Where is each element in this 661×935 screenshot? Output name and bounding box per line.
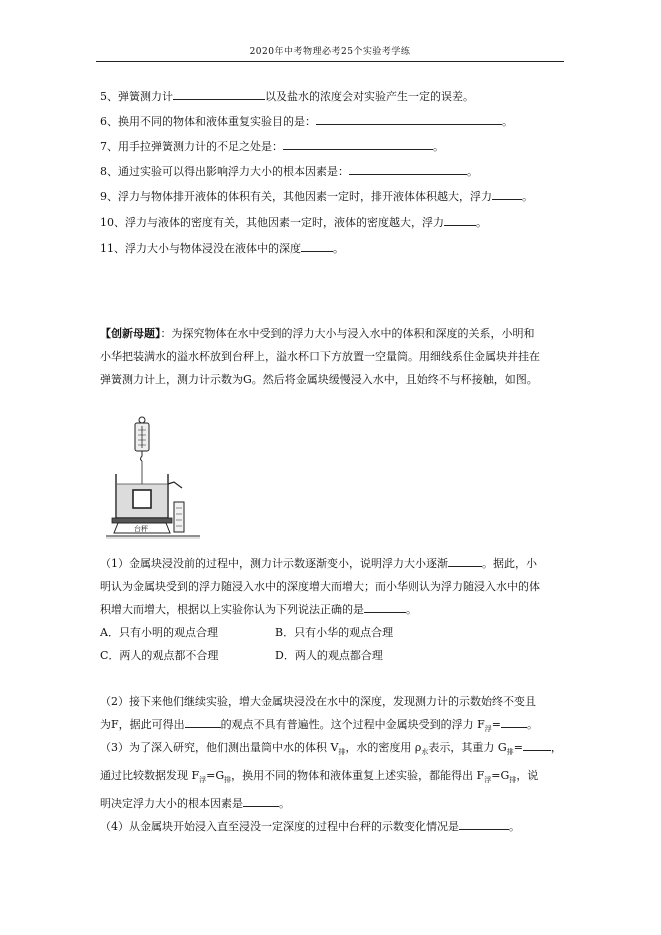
list-item-text: 。 (333, 242, 344, 255)
option-b[interactable]: B．只有小华的观点合理 (275, 626, 394, 639)
list-item-text: 9、浮力与物体排开液体的体积有关，其他因素一定时，排开液体体积越大，浮力 (100, 190, 492, 203)
subscript: 排 (506, 748, 514, 757)
header-title: 2020年中考物理必考25个实验考学练 (249, 47, 411, 57)
list-item-5 (100, 88, 474, 104)
question-3 (100, 736, 563, 815)
q1-line-2: 明认为金属块受到的浮力随浸入水中的深度增大而增大；而小华则认为浮力随浸入水中的体 (100, 580, 540, 593)
list-item-text: 。 (502, 115, 513, 128)
q1-line-1 (100, 552, 563, 575)
subscript: 排 (509, 776, 517, 785)
option-a[interactable]: A．只有小明的观点合理 (100, 626, 218, 639)
list-item-text: 6、换用不同的物体和液体重复实验目的是： (100, 115, 316, 128)
q1-line-3 (100, 598, 563, 621)
q2-text: 为F，据此可得出 (100, 718, 185, 731)
apparatus-diagram (104, 416, 204, 546)
intro-text: ：为探究物体在水中受到的浮力大小与浸入水中的体积和深度的关系，小明和 (160, 327, 535, 340)
q3-text: 明决定浮力大小的根本因素是 (100, 797, 243, 811)
question-4 (100, 815, 563, 838)
answer-blank[interactable] (501, 716, 527, 728)
q2-text: 。 (527, 718, 538, 731)
list-item-text: 。 (467, 165, 478, 178)
list-item-text: 。 (476, 216, 487, 229)
q3-line-2 (100, 764, 563, 792)
q3-text: （3）为了深入研究，他们测出量筒中水的体积 V (100, 741, 339, 754)
list-item-text: 5、弹簧测力计 (100, 90, 173, 103)
subscript: 水 (421, 748, 429, 757)
subscript: 浮 (484, 725, 492, 734)
intro-paragraph (100, 322, 563, 391)
list-item-11 (100, 240, 344, 256)
q3-text: ，水的密度用 ρ (345, 741, 422, 754)
list-item-text: 7、用手拉弹簧测力计的不足之处是： (100, 140, 283, 153)
problem-label: 【创新母题】 (100, 327, 161, 340)
list-item-text: 10、浮力与液体的密度有关，其他因素一定时，液体的密度越大，浮力 (100, 216, 444, 229)
q1-text: 。 (406, 603, 417, 616)
q1-options-row-2 (100, 644, 563, 667)
intro-line (100, 322, 563, 345)
q3-text: ，说 (516, 769, 539, 783)
option-c[interactable]: C．两人的观点都不合理 (100, 649, 219, 662)
answer-blank[interactable] (185, 716, 221, 728)
answer-blank[interactable] (492, 188, 522, 200)
list-item-text: 。 (522, 190, 533, 203)
q3-text: 表示，其重力 G (428, 741, 507, 754)
list-item-6 (100, 113, 513, 129)
intro-line: 弹簧测力计上，测力计示数为G。然后将金属块缓慢浸入水中，且始终不与杯接触，如图。 (100, 373, 538, 386)
answer-blank[interactable] (459, 818, 509, 830)
question-1 (100, 552, 563, 667)
q3-line-1 (100, 736, 563, 764)
q2-line-1: （2）接下来他们继续实验，增大金属块浸没在水中的深度，发现测力计的示数始终不变且 (100, 695, 536, 708)
q3-text: 。 (279, 797, 290, 811)
answer-blank[interactable] (173, 88, 265, 100)
q2-text: 的观点不具有普遍性。这个过程中金属块受到的浮力 F (220, 718, 485, 731)
question-2 (100, 690, 563, 741)
q3-text: =G (491, 769, 510, 783)
q4-line-1 (100, 815, 563, 838)
q4-text: 。 (509, 820, 520, 833)
subscript: 排 (338, 748, 346, 757)
q1-options-row-1 (100, 621, 563, 644)
q2-text: = (491, 718, 501, 731)
q3-text: = (513, 741, 523, 754)
list-item-text: 8、通过实验可以得出影响浮力大小的根本因素是： (100, 165, 349, 178)
answer-blank[interactable] (301, 240, 333, 252)
q3-text: =G (206, 769, 225, 783)
q3-text: 通过比较数据发现 F (100, 769, 200, 783)
answer-blank[interactable] (444, 214, 476, 226)
q1-text: 积增大而增大，根据以上实验你认为下列说法正确的是 (100, 603, 364, 616)
answer-blank[interactable] (243, 795, 279, 807)
subscript: 浮 (484, 776, 492, 785)
option-d[interactable]: D．两人的观点都合理 (275, 649, 383, 662)
list-item-text: 以及盐水的浓度会对实验产生一定的误差。 (265, 90, 474, 103)
q3-text: ，换用不同的物体和液体重复上述实验，都能得出 F (231, 769, 485, 783)
q4-text: （4）从金属块开始浸入直至浸没一定深度的过程中台秤的示数变化情况是 (100, 820, 459, 833)
list-item-text: 。 (433, 140, 444, 153)
subscript: 排 (224, 776, 232, 785)
answer-blank[interactable] (283, 138, 433, 150)
list-item-8 (100, 163, 478, 179)
scale-label: 台秤 (134, 525, 148, 533)
header-rule (96, 61, 564, 62)
list-item-9 (100, 188, 533, 204)
answer-blank[interactable] (523, 739, 551, 751)
list-item-7 (100, 138, 444, 154)
q3-text: ， (550, 741, 562, 754)
answer-blank[interactable] (448, 555, 482, 567)
q1-text: （1）金属块浸没前的过程中，测力计示数逐渐变小，说明浮力大小逐渐 (100, 557, 448, 570)
q1-text: 。据此，小 (482, 557, 537, 570)
answer-blank[interactable] (349, 163, 467, 175)
list-item-text: 11、浮力大小与物体浸没在液体中的深度 (100, 242, 301, 255)
answer-blank[interactable] (364, 601, 406, 613)
q3-line-3 (100, 792, 563, 815)
experiment-figure (104, 416, 204, 546)
intro-line: 小华把装满水的溢水杯放到台秤上，溢水杯口下方放置一空量筒。用细线系住金属块并挂在 (100, 350, 540, 363)
subscript: 浮 (199, 776, 207, 785)
answer-blank[interactable] (316, 113, 502, 125)
list-item-10 (100, 214, 487, 230)
